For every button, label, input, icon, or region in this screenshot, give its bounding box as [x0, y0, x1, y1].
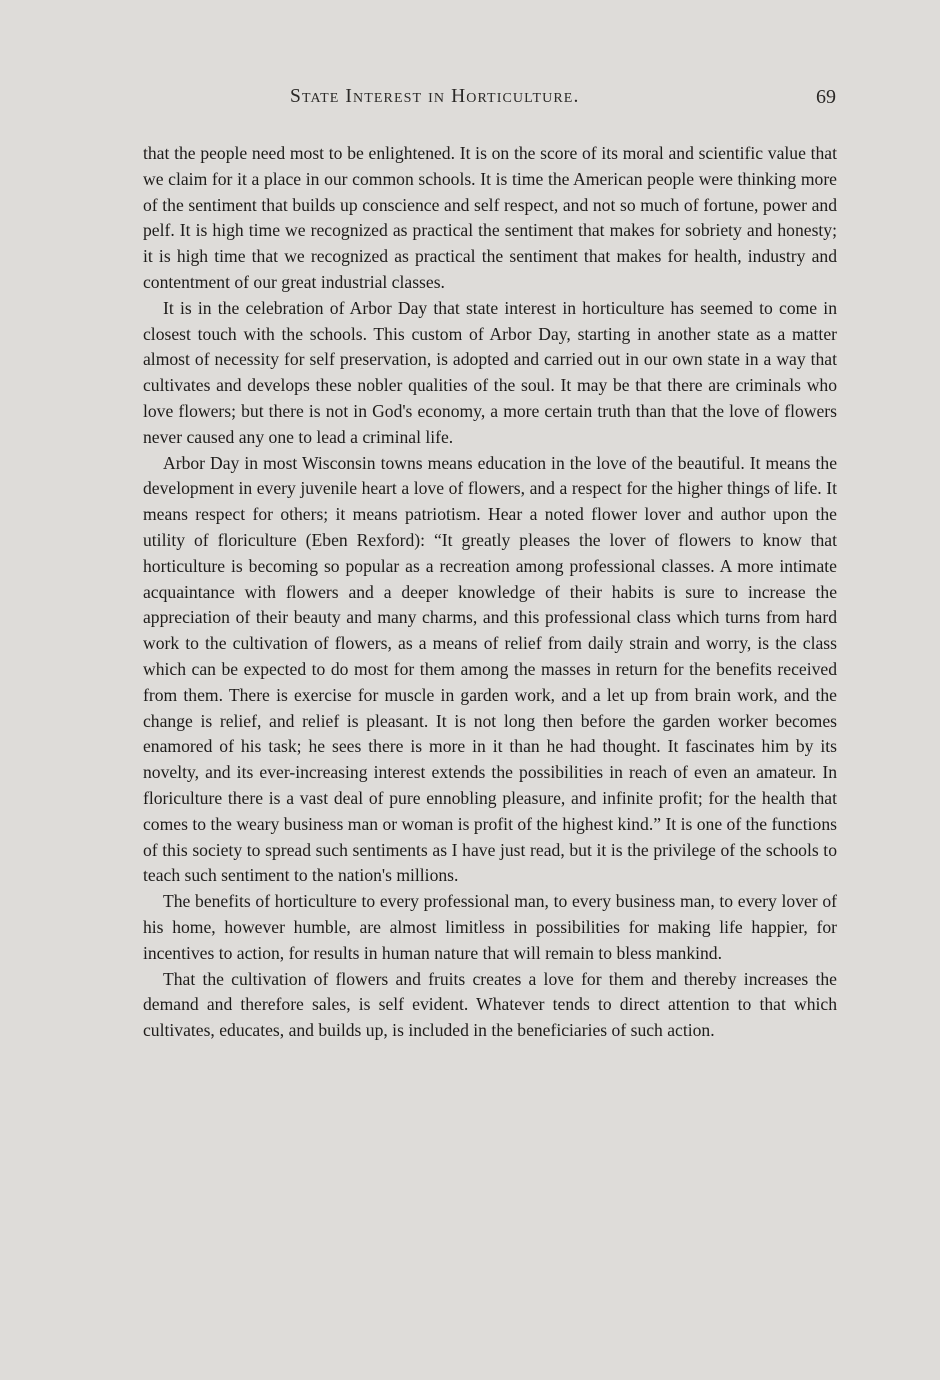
- paragraph-3: Arbor Day in most Wisconsin towns means education in the love of the beautiful. It means the development in every juvenile heart a love of flowers, and a respect for the higher things of life. It means respect for others; it means patriotism. Hear a noted flower lover and author upon the utility of floriculture (Eben Rexford): “It greatly pleases the lover of flowers to know that horticulture is becoming so popular as a recreation among professional classes. A more intimate acquaintance with flowers and a deeper knowledge of their habits is sure to increase the appreciation of their beauty and many charms, and this professional class which turns from hard work to the cultivation of flowers, as a means of relief from daily strain and worry, is the class which can be expected to do most for them among the masses in return for the benefits received from them. There is exercise for muscle in garden work, and a let up from brain work, and the change is relief, and relief is pleasant. It is not long then before the garden worker becomes enamored of his task; he sees there is more in it than he had thought. It fascinates him by its novelty, and its ever-increasing interest extends the possibilities in reach of even an amateur. In floriculture there is a vast deal of pure ennobling pleasure, and infinite profit; for the health that comes to the weary business man or woman is profit of the highest kind.” It is one of the functions of this society to spread such sentiments as I have just read, but it is the privilege of the schools to teach such sentiment to the nation's millions.: [143, 452, 837, 886]
- page-number: 69: [816, 86, 836, 108]
- body-text: [143, 141, 837, 1044]
- paragraph-1: that the people need most to be enlightened. It is on the score of its moral and scientific value that we claim for it a place in our common schools. It is time the American people were thinking more of the sentiment that builds up conscience and self respect, and not so much of fortune, power and pelf. It is high time we recognized as practical the sentiment that makes for sobriety and honesty; it is high time that we recognized as practical the sentiment that makes for health, industry and contentment of our great industrial classes.: [143, 143, 837, 292]
- paragraph-5: That the cultivation of flowers and fruits creates a love for them and thereby increases the demand and therefore sales, is self evident. Whatever tends to direct attention to that which cultivates, educates, and builds up, is included in the beneficiaries of such action.: [143, 968, 837, 1041]
- paragraph-2: It is in the celebration of Arbor Day that state interest in horticulture has seemed to come in closest touch with the schools. This custom of Arbor Day, starting in another state as a matter almost of necessity for self preservation, is adopted and carried out in our own state in a way that cultivates and develops these nobler qualities of the soul. It may be that there are criminals who love flowers; but there is not in God's economy, a more certain truth than that the love of flowers never caused any one to lead a criminal life.: [143, 297, 837, 447]
- running-title: State Interest in Horticulture.: [290, 86, 580, 107]
- paragraph-4: The benefits of horticulture to every professional man, to every business man, to every lover of his home, however humble, are almost limitless in possibilities for making life happier, for incentives to action, for results in human nature that will remain to bless mankind.: [143, 891, 837, 963]
- running-head: [140, 86, 836, 114]
